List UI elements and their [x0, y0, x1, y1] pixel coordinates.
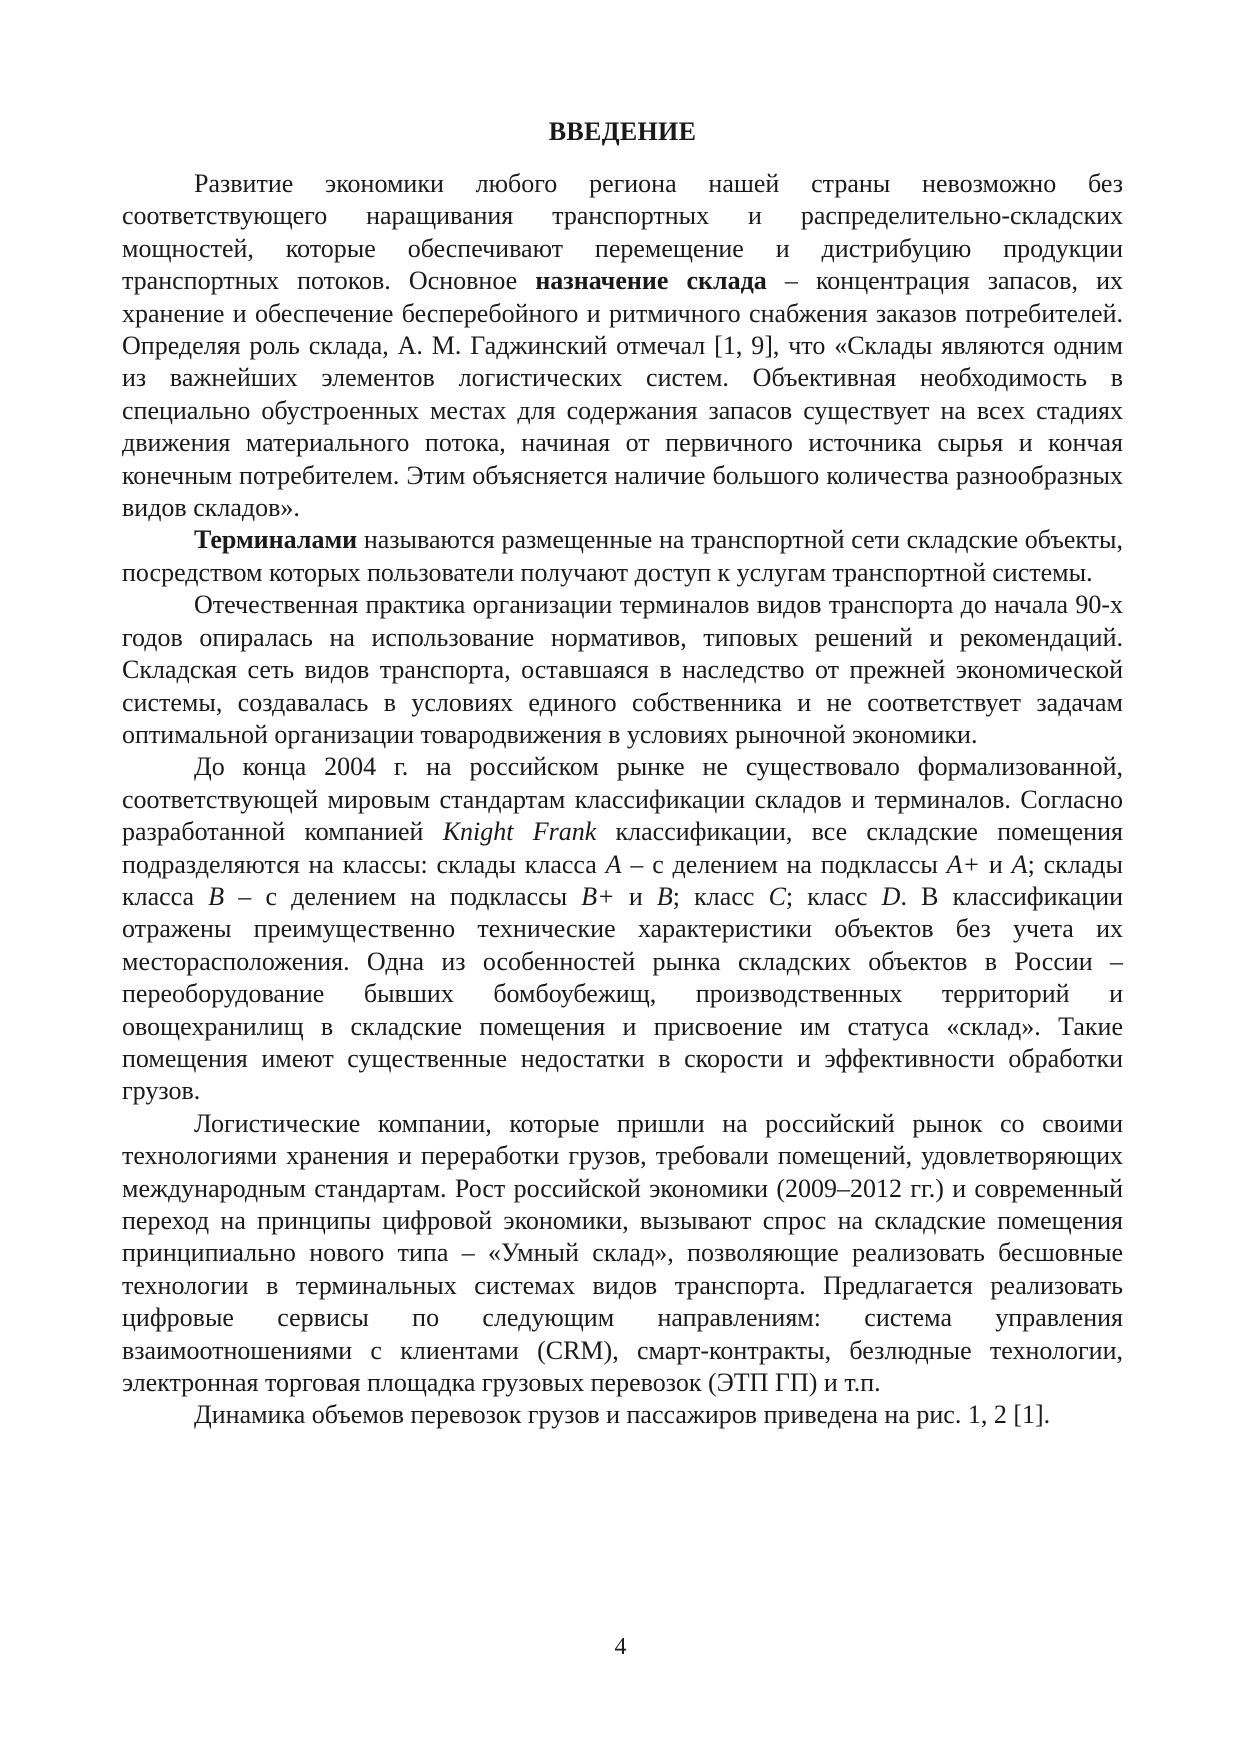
paragraph [122, 168, 1123, 524]
text-segment: классификации, все складские помещения подразделяются на классы: склады класса [122, 817, 1123, 879]
text-segment: и [980, 849, 1012, 879]
italic-term: А [605, 849, 622, 879]
text-segment: называются размещенные на транспортной сети складские объекты, посредством которых пользователи получают доступ к услугам транспортной системы. [122, 525, 1123, 587]
italic-term: В+ [581, 881, 615, 911]
paragraph [122, 589, 1123, 751]
italic-term: В [656, 881, 673, 911]
italic-term: В [208, 881, 225, 911]
text-segment: Логистические компании, которые пришли на российский рынок со своими технологиями хранения и переработки грузов, требовали помещений, удовлетворяющих международным стандартам. Рост российской экономики (2009–2012 гг.) и современный переход на принципы цифровой экономики, вызывают спрос на складские помещения принципиально нового типа – «Умный склад», позволяющие реализовать бесшовные технологии в терминальных системах видов транспорта. Предлагается реализовать цифровые сервисы по следующим направлениям: система управления взаимоотношениями с клиентами (CRM), смарт-контракты, безлюдные технологии, электронная торговая площадка грузовых перевозок (ЭТП ГП) и т.п. [122, 1108, 1123, 1398]
italic-term: А+ [946, 849, 981, 879]
text-segment: ; класс [785, 881, 882, 911]
text-segment: и [614, 881, 657, 911]
text-segment: – с делением на подклассы [621, 849, 947, 879]
text-segment: – с делением на подклассы [224, 881, 582, 911]
paragraph [122, 751, 1123, 1107]
italic-term: D [881, 881, 901, 911]
italic-term: С [768, 881, 786, 911]
text-segment: Динамика объемов перевозок грузов и пассажиров приведена на рис. 1, 2 [1]. [194, 1400, 1051, 1430]
bold-term: назначение склада [535, 266, 767, 296]
paragraph [122, 1399, 1123, 1431]
text-segment: Развитие экономики любого региона нашей страны невозможно без соответствующего наращивания транспортных и распределительно-складских мощностей, которые обеспечивают перемещение и дистрибуцию продукции транспортных потоков. Основное [122, 169, 1123, 296]
text-segment: Отечественная практика организации терминалов видов транспорта до начала 90-х годов опиралась на использование нормативов, типовых решений и рекомендаций. Складская сеть видов транспорта, оставшаяся в наследство от прежней экономической системы, создавалась в условиях единого собственника и не соответствует задачам оптимальной организации товародвижения в условиях рыночной экономики. [122, 590, 1123, 749]
page-title: ВВЕДЕНИЕ [548, 117, 697, 146]
page-number: 4 [614, 1634, 627, 1660]
text-segment: . В классификации отражены преимущественно технические характеристики объектов без учета их месторасположения. Одна из особенностей рынка складских объектов в России – переоборудование бывших бомбоубежищ, производственных территорий и овощехранилищ в складские помещения и присвоение им статуса «склад». Такие помещения имеют существенные недостатки в скорости и эффективности обработки грузов. [122, 881, 1124, 1106]
italic-term: А [1011, 849, 1028, 879]
bold-term: Терминалами [194, 525, 358, 555]
text-segment: До конца 2004 г. на российском рынке не существовало формализованной, соответствующей мировым стандартам классификации складов и терминалов. Согласно разработанной компанией [122, 752, 1123, 847]
paragraph [122, 1108, 1123, 1400]
text-segment: – концентрация запасов, их хранение и обеспечение бесперебойного и ритмичного снабжения заказов потребителей. Определяя роль склада, А. М. Гаджинский отмечал [1, 9], что «Склады являются одним из важнейших элементов логистических систем. Объективная необходимость в специально обустроенных местах для содержания запасов существует на всех стадиях движения материального потока, начиная от первичного источника сырья и кончая конечным потребителем. Этим объясняется наличие большого количества разнообразных видов складов». [122, 266, 1123, 523]
document-page [122, 116, 1123, 1432]
text-segment: ; класс [672, 881, 769, 911]
paragraph [122, 524, 1123, 589]
italic-term: Knight Frank [442, 817, 597, 847]
text-segment: ; склады класса [122, 849, 1123, 911]
